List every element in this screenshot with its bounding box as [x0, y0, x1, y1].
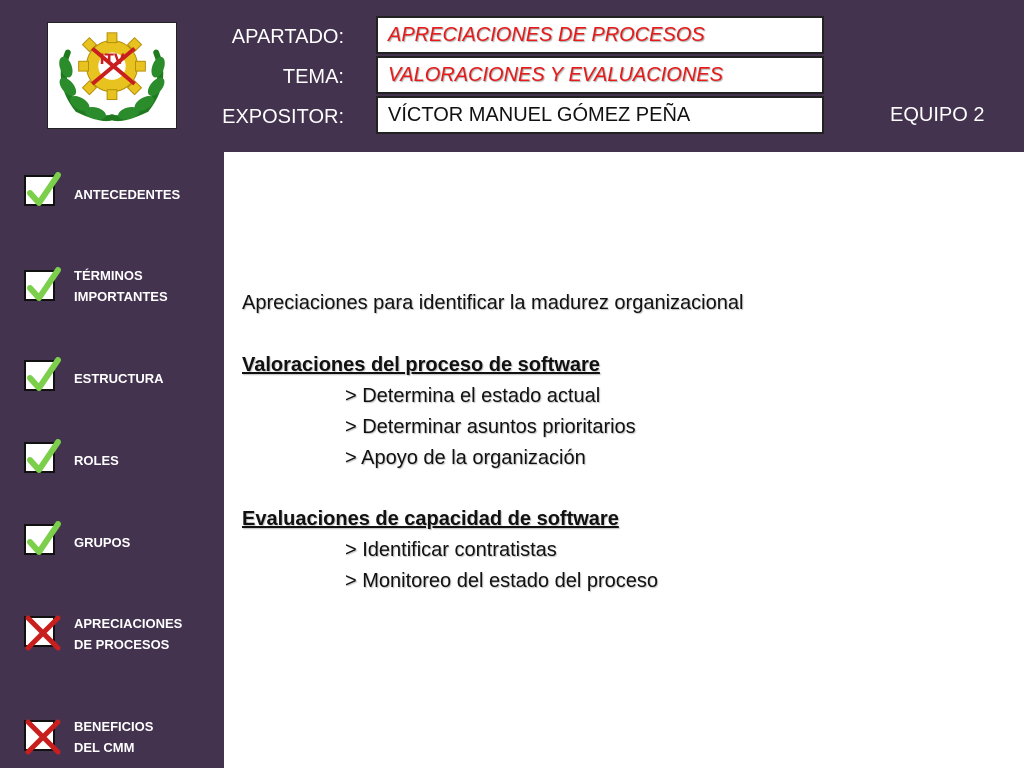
check-icon	[24, 175, 55, 206]
logo-text: ITV	[99, 52, 125, 69]
sidebar-item-label: APRECIACIONES DE PROCESOS	[74, 616, 183, 652]
institution-logo	[47, 22, 177, 129]
sidebar-item-label: GRUPOS	[74, 535, 131, 550]
check-icon	[24, 442, 55, 473]
section-heading: Valoraciones del proceso de software	[242, 354, 600, 376]
content-panel	[224, 152, 1024, 768]
list-item: > Determina el estado actual	[345, 385, 601, 407]
section-label: APARTADO:	[231, 26, 344, 48]
sidebar-item-label: ROLES	[74, 453, 119, 468]
section-field: APRECIACIONES DE PROCESOS	[376, 16, 824, 54]
sidebar-item-label: BENEFICIOS DEL CMM	[74, 719, 154, 755]
section-heading: Evaluaciones de capacidad de software	[242, 508, 619, 530]
sidebar-item-label: TÉRMINOS IMPORTANTES	[74, 268, 168, 304]
cross-icon	[24, 720, 55, 751]
sidebar-item-label: ANTECEDENTES	[74, 187, 181, 202]
topic-field: VALORACIONES Y EVALUACIONES	[376, 56, 824, 94]
intro-text: Apreciaciones para identificar la madurez organizacional	[242, 292, 744, 314]
team-label: EQUIPO 2	[890, 104, 985, 126]
topic-label: TEMA:	[282, 66, 344, 88]
speaker-label: EXPOSITOR:	[222, 106, 344, 128]
check-icon	[24, 360, 55, 391]
cross-icon	[24, 616, 55, 647]
list-item: > Monitoreo del estado del proceso	[345, 570, 658, 592]
list-item: > Determinar asuntos prioritarios	[345, 416, 636, 438]
gear-laurel-emblem-icon	[48, 23, 176, 128]
list-item: > Apoyo de la organización	[345, 447, 586, 469]
speaker-field: VÍCTOR MANUEL GÓMEZ PEÑA	[376, 96, 824, 134]
list-item: > Identificar contratistas	[345, 539, 557, 561]
sidebar-item-label: ESTRUCTURA	[74, 371, 164, 386]
check-icon	[24, 270, 55, 301]
check-icon	[24, 524, 55, 555]
